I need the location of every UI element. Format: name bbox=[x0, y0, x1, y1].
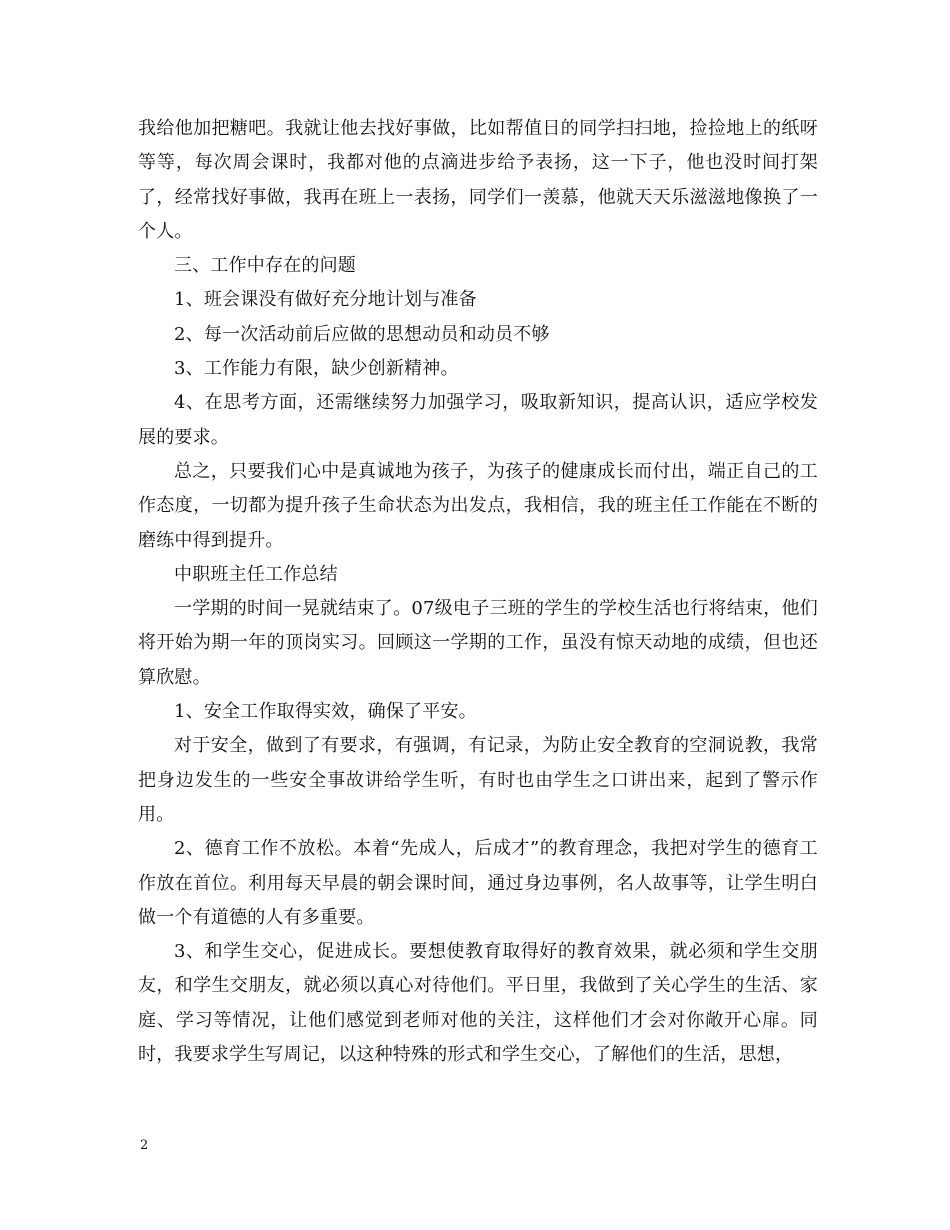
summary-paragraph: 总之，只要我们心中是真诚地为孩子，为孩子的健康成长而付出，端正自己的工作态度，一切都为提升孩子生命状态为出发点，我相信，我的班主任工作能在不断的磨练中得到提升。 bbox=[138, 460, 818, 551]
list-item-2: 2、每一次活动前后应做的思想动员和动员不够 bbox=[174, 323, 550, 345]
page-number: 2 bbox=[140, 1138, 149, 1153]
student-communication-paragraph: 3、和学生交心，促进成长。要想使教育取得好的教育效果，就必须和学生交朋友，和学生交朋友，就必须以真心对待他们。平日里，我做到了关心学生的生活、家庭、学习等情况，让他们感觉到老师对他的关注，这样他们才会对你敞开心扉。同时，我要求学生写周记，以这种特殊的形式和学生交心，了解他们的生活，思想， bbox=[138, 941, 818, 1066]
moral-education-paragraph: 2、德育工作不放松。本着“先成人，后成才”的教育理念，我把对学生的德育工作放在首位。利用每天早晨的朝会课时间，通过身边事例，名人故事等，让学生明白做一个有道德的人有多重要。 bbox=[138, 838, 818, 928]
document-body bbox=[138, 112, 818, 1072]
safety-heading: 1、安全工作取得实效，确保了平安。 bbox=[174, 701, 477, 723]
paragraph-1: 我给他加把糖吧。我就让他去找好事做，比如帮值日的同学扫扫地，捡捡地上的纸呀等等，每次周会课时，我都对他的点滴进步给予表扬，这一下子，他也没时间打架了，经常找好事做，我再在班上一表扬，同学们一羡慕，他就天天乐滋滋地像换了一个人。 bbox=[138, 118, 818, 242]
list-item-3: 3、工作能力有限，缺少创新精神。 bbox=[174, 358, 459, 380]
intro-paragraph: 一学期的时间一晃就结束了。07级电子三班的学生的学校生活也行将结束，他们将开始为期一年的顶岗实习。回顾这一学期的工作，虽没有惊天动地的成绩，但也还算欣慰。 bbox=[138, 598, 818, 688]
section-heading-problems: 三、工作中存在的问题 bbox=[174, 255, 356, 277]
list-item-1: 1、班会课没有做好充分地计划与准备 bbox=[174, 289, 477, 311]
document-subtitle: 中职班主任工作总结 bbox=[174, 563, 338, 585]
list-item-4: 4、在思考方面，还需继续努力加强学习，吸取新知识，提高认识，适应学校发展的要求。 bbox=[138, 392, 818, 448]
safety-paragraph: 对于安全，做到了有要求，有强调，有记录，为防止安全教育的空洞说教，我常把身边发生的一些安全事故讲给学生听，有时也由学生之口讲出来，起到了警示作用。 bbox=[138, 735, 818, 825]
